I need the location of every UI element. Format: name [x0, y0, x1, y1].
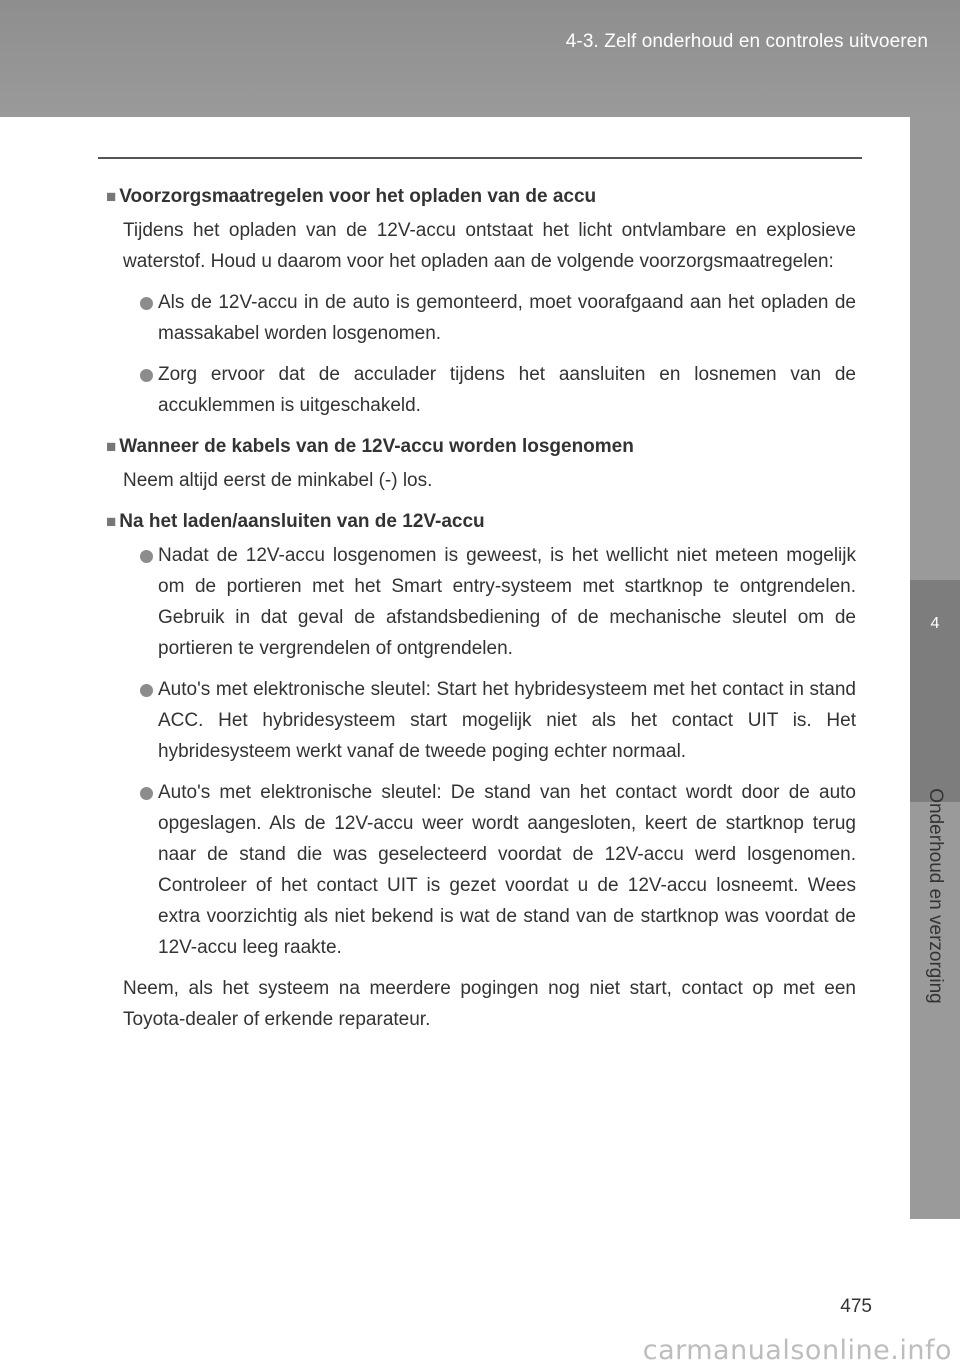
- round-bullet-icon: [140, 297, 153, 310]
- section-heading: ■ Na het laden/aansluiten van de 12V-accu: [106, 511, 485, 532]
- header-band: [0, 0, 960, 117]
- closing-paragraph: Neem, als het systeem na meerdere pogingen nog niet start, contact op met een Toyota-dealer of erkende reparateur.: [123, 978, 856, 1030]
- list-item: Auto's met elektronische sleutel: De stand van het contact wordt door de auto opgeslagen. Als de 12V-accu weer wordt aangesloten, keert de startknop terug naar de stand die was geselecteerd voordat de 12V-accu werd losgenomen. Controleer of het contact UIT is gezet voordat u de 12V-accu losneemt. Wees extra voorzichtig als niet bekend is wat de stand van de startknop was voordat de 12V-accu leeg raakte.: [140, 777, 856, 963]
- section-title: 4-3. Zelf onderhoud en controles uitvoeren: [565, 31, 928, 52]
- section-heading: ■ Voorzorgsmaatregelen voor het opladen van de accu: [106, 186, 597, 207]
- chapter-label: Onderhoud en verzorging: [925, 788, 946, 1004]
- section-paragraph: Neem altijd eerst de minkabel (-) los.: [123, 470, 433, 491]
- list-item: Nadat de 12V-accu losgenomen is geweest, is het wellicht niet meteen mogelijk om de portieren met het Smart entry-systeem met startknop te ontgrendelen. Gebruik in dat geval de afstandsbediening of de mechanische sleutel om de portieren te vergrendelen of ontgrendelen.: [140, 540, 856, 664]
- header-divider: [98, 157, 862, 159]
- chapter-number: 4: [930, 615, 940, 632]
- page-number: 475: [840, 1296, 872, 1317]
- list-item: Zorg ervoor dat de acculader tijdens het aansluiten en losnemen van de accuklemmen is uitgeschakeld.: [140, 359, 856, 421]
- square-bullet-icon: ■: [106, 187, 117, 206]
- round-bullet-icon: [140, 369, 153, 382]
- section-heading: ■ Wanneer de kabels van de 12V-accu worden losgenomen: [106, 436, 634, 457]
- round-bullet-icon: [140, 684, 153, 697]
- section-disconnecting-cables: [106, 431, 856, 496]
- watermark: carmanualsonline.info: [642, 1335, 952, 1366]
- square-bullet-icon: ■: [106, 512, 117, 531]
- round-bullet-icon: [140, 550, 153, 563]
- square-bullet-icon: ■: [106, 437, 117, 456]
- section-after-charging: [106, 506, 856, 1035]
- chapter-number-box: [910, 580, 960, 802]
- section-charging-precautions: [106, 181, 856, 421]
- round-bullet-icon: [140, 787, 153, 800]
- list-item: Als de 12V-accu in de auto is gemonteerd, moet voorafgaand aan het opladen de massakabel worden losgenomen.: [140, 287, 856, 349]
- list-item: Auto's met elektronische sleutel: Start het hybridesysteem met het contact in stand ACC. Het hybridesysteem start mogelijk niet als het contact UIT is. Het hybridesysteem werkt vanaf de tweede poging echter normaal.: [140, 674, 856, 767]
- section-paragraph: Tijdens het opladen van de 12V-accu ontstaat het licht ontvlambare en explosieve waterstof. Houd u daarom voor het opladen aan de volgende voorzorgsmaatregelen:: [123, 220, 856, 272]
- page-body: [106, 181, 856, 1045]
